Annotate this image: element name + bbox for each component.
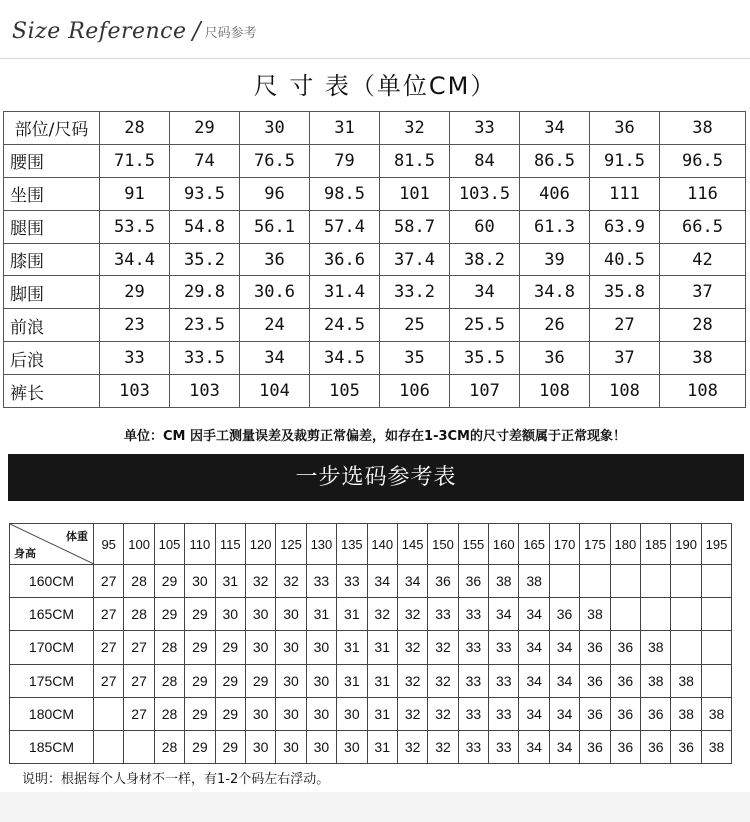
recommended-size-cell: 34 [397, 565, 427, 598]
recommended-size-cell: 32 [397, 697, 427, 730]
recommended-size-cell: 30 [337, 697, 367, 730]
recommended-size-cell [124, 730, 154, 763]
row-label: 腰围 [4, 144, 100, 177]
recommended-size-cell: 29 [215, 697, 245, 730]
recommended-size-cell: 32 [428, 631, 458, 664]
measure-cell: 103 [170, 375, 240, 408]
weight-header-cell: 145 [397, 524, 427, 565]
recommended-size-cell: 33 [489, 730, 519, 763]
measure-cell: 74 [170, 144, 240, 177]
recommended-size-cell: 28 [154, 730, 184, 763]
measure-cell: 56.1 [240, 210, 310, 243]
recommended-size-cell: 36 [580, 730, 610, 763]
measure-cell: 35.5 [450, 342, 520, 375]
measure-cell: 34 [240, 342, 310, 375]
corner-cell [10, 524, 94, 565]
measure-cell: 36 [240, 243, 310, 276]
height-row [10, 697, 732, 730]
header-divider [0, 58, 750, 59]
recommended-size-cell: 34 [549, 730, 579, 763]
recommended-size-cell: 38 [671, 697, 701, 730]
recommended-size-cell: 33 [489, 697, 519, 730]
recommended-size-cell: 31 [306, 598, 336, 631]
measure-cell: 81.5 [380, 144, 450, 177]
recommended-size-cell: 31 [367, 730, 397, 763]
recommended-size-cell: 32 [397, 598, 427, 631]
recommended-size-cell: 29 [185, 730, 215, 763]
recommended-size-cell: 27 [124, 631, 154, 664]
measure-cell: 76.5 [240, 144, 310, 177]
measure-cell: 53.5 [100, 210, 170, 243]
recommended-size-cell: 38 [641, 631, 671, 664]
measure-cell: 86.5 [520, 144, 590, 177]
measure-cell: 66.5 [660, 210, 746, 243]
recommended-size-cell: 30 [276, 697, 306, 730]
measure-cell: 71.5 [100, 144, 170, 177]
measure-cell: 34.5 [310, 342, 380, 375]
recommended-size-cell: 36 [458, 565, 488, 598]
recommended-size-cell: 29 [154, 565, 184, 598]
recommended-size-cell: 34 [519, 631, 549, 664]
weight-header-cell: 180 [610, 524, 640, 565]
recommended-size-cell: 28 [154, 631, 184, 664]
weight-header-cell: 140 [367, 524, 397, 565]
recommended-size-cell: 34 [549, 697, 579, 730]
height-label: 160CM [10, 565, 94, 598]
measure-cell: 33.5 [170, 342, 240, 375]
size-table-title: 尺 寸 表（单位CM） [253, 72, 497, 100]
measure-cell: 23.5 [170, 309, 240, 342]
recommended-size-cell: 32 [367, 598, 397, 631]
height-label: 170CM [10, 631, 94, 664]
recommended-size-cell: 34 [519, 598, 549, 631]
recommended-size-cell: 36 [641, 730, 671, 763]
recommended-size-cell: 38 [580, 598, 610, 631]
measure-cell: 406 [520, 177, 590, 210]
row-label: 腿围 [4, 210, 100, 243]
measure-cell: 40.5 [590, 243, 660, 276]
weight-header-cell: 155 [458, 524, 488, 565]
recommended-size-cell: 30 [276, 664, 306, 697]
recommended-size-cell: 32 [397, 631, 427, 664]
recommended-size-cell: 33 [489, 664, 519, 697]
recommended-size-cell: 36 [549, 598, 579, 631]
measure-cell: 38.2 [450, 243, 520, 276]
measure-cell: 111 [590, 177, 660, 210]
row-label: 部位/尺码 [4, 112, 100, 145]
recommended-size-cell: 27 [94, 565, 124, 598]
measure-cell: 28 [660, 309, 746, 342]
recommended-size-cell: 36 [610, 664, 640, 697]
recommended-size-cell: 38 [701, 697, 731, 730]
measure-cell: 35 [380, 342, 450, 375]
corner-height-label: 身高 [14, 548, 36, 560]
recommended-size-cell: 33 [306, 565, 336, 598]
recommended-size-cell: 31 [367, 664, 397, 697]
measure-cell: 36 [520, 342, 590, 375]
recommended-size-cell: 36 [610, 697, 640, 730]
weight-header-cell: 95 [94, 524, 124, 565]
measure-cell: 98.5 [310, 177, 380, 210]
recommended-size-cell [701, 631, 731, 664]
size-header-row [4, 112, 746, 145]
size-code-cell: 28 [100, 112, 170, 145]
recommended-size-cell: 30 [276, 598, 306, 631]
measure-cell: 36.6 [310, 243, 380, 276]
recommended-size-cell: 30 [245, 598, 275, 631]
size-code-cell: 36 [590, 112, 660, 145]
recommended-size-cell: 27 [94, 598, 124, 631]
size-code-cell: 30 [240, 112, 310, 145]
weight-header-cell: 110 [185, 524, 215, 565]
measure-cell: 29 [100, 276, 170, 309]
size-code-cell: 33 [450, 112, 520, 145]
recommended-size-cell: 34 [519, 664, 549, 697]
weight-header-cell: 120 [245, 524, 275, 565]
size-row [4, 177, 746, 210]
recommended-size-cell: 27 [124, 664, 154, 697]
recommended-size-cell: 27 [94, 664, 124, 697]
recommended-size-cell: 38 [701, 730, 731, 763]
weight-header-cell: 135 [337, 524, 367, 565]
recommended-size-cell: 27 [94, 631, 124, 664]
recommended-size-cell: 36 [580, 664, 610, 697]
measure-cell: 108 [590, 375, 660, 408]
height-row [10, 598, 732, 631]
measure-cell: 63.9 [590, 210, 660, 243]
recommended-size-cell: 34 [489, 598, 519, 631]
measure-cell: 104 [240, 375, 310, 408]
measure-cell: 30.6 [240, 276, 310, 309]
row-label: 膝围 [4, 243, 100, 276]
weight-header-cell: 190 [671, 524, 701, 565]
measure-cell: 96 [240, 177, 310, 210]
measure-cell: 91 [100, 177, 170, 210]
weight-header-cell: 185 [641, 524, 671, 565]
recommended-size-cell: 32 [428, 697, 458, 730]
recommended-size-cell: 30 [185, 565, 215, 598]
recommended-size-cell: 27 [124, 697, 154, 730]
size-code-cell: 29 [170, 112, 240, 145]
recommended-size-cell: 28 [124, 598, 154, 631]
row-label: 脚围 [4, 276, 100, 309]
measure-cell: 35.2 [170, 243, 240, 276]
recommended-size-cell: 33 [337, 565, 367, 598]
recommended-size-cell: 32 [397, 664, 427, 697]
recommended-size-cell: 34 [549, 664, 579, 697]
recommended-size-cell: 34 [549, 631, 579, 664]
recommended-size-cell [671, 565, 701, 598]
weight-header-cell: 165 [519, 524, 549, 565]
recommended-size-cell: 32 [245, 565, 275, 598]
recommended-size-cell [94, 697, 124, 730]
measure-cell: 34.8 [520, 276, 590, 309]
measure-cell: 108 [660, 375, 746, 408]
recommended-size-cell: 31 [337, 664, 367, 697]
recommended-size-cell: 29 [185, 598, 215, 631]
size-code-cell: 32 [380, 112, 450, 145]
measure-cell: 26 [520, 309, 590, 342]
weight-header-cell: 160 [489, 524, 519, 565]
size-code-cell: 31 [310, 112, 380, 145]
weight-header-cell: 115 [215, 524, 245, 565]
measure-cell: 57.4 [310, 210, 380, 243]
weight-header-cell: 100 [124, 524, 154, 565]
recommended-size-cell [701, 664, 731, 697]
recommended-size-cell: 36 [641, 697, 671, 730]
recommended-size-cell: 32 [397, 730, 427, 763]
recommended-size-cell [549, 565, 579, 598]
recommend-banner: 一步选码参考表 [8, 454, 744, 501]
recommended-size-cell [701, 598, 731, 631]
recommended-size-cell: 30 [245, 631, 275, 664]
weight-header-cell: 150 [428, 524, 458, 565]
measure-cell: 33.2 [380, 276, 450, 309]
height-row [10, 730, 732, 763]
recommended-size-cell: 33 [458, 598, 488, 631]
recommended-size-cell: 38 [671, 664, 701, 697]
recommended-size-cell: 29 [185, 697, 215, 730]
recommended-size-cell: 30 [306, 664, 336, 697]
measure-cell: 101 [380, 177, 450, 210]
recommended-size-cell: 36 [580, 631, 610, 664]
height-label: 180CM [10, 697, 94, 730]
recommended-size-cell: 36 [671, 730, 701, 763]
size-code-cell: 38 [660, 112, 746, 145]
recommended-size-cell: 30 [215, 598, 245, 631]
recommended-size-cell: 30 [276, 730, 306, 763]
measure-cell: 54.8 [170, 210, 240, 243]
measure-cell: 37.4 [380, 243, 450, 276]
measure-cell: 37 [660, 276, 746, 309]
measure-cell: 29.8 [170, 276, 240, 309]
measure-cell: 106 [380, 375, 450, 408]
bottom-strip [0, 792, 750, 822]
measure-cell: 103.5 [450, 177, 520, 210]
size-row [4, 342, 746, 375]
recommended-size-cell: 32 [428, 664, 458, 697]
measure-cell: 96.5 [660, 144, 746, 177]
recommended-size-cell: 29 [185, 631, 215, 664]
recommended-size-cell: 31 [367, 631, 397, 664]
measure-cell: 34 [450, 276, 520, 309]
recommended-size-cell: 30 [276, 631, 306, 664]
measure-cell: 42 [660, 243, 746, 276]
recommended-size-cell: 30 [337, 730, 367, 763]
measure-cell: 103 [100, 375, 170, 408]
size-row [4, 309, 746, 342]
size-row [4, 375, 746, 408]
recommended-size-cell: 30 [306, 697, 336, 730]
recommended-size-cell: 30 [306, 730, 336, 763]
recommended-size-cell: 28 [124, 565, 154, 598]
measure-cell: 24 [240, 309, 310, 342]
weight-header-cell: 195 [701, 524, 731, 565]
measure-cell: 23 [100, 309, 170, 342]
measure-cell: 31.4 [310, 276, 380, 309]
measure-cell: 107 [450, 375, 520, 408]
measure-cell: 61.3 [520, 210, 590, 243]
recommended-size-cell: 32 [428, 730, 458, 763]
weight-header-cell: 105 [154, 524, 184, 565]
height-row [10, 631, 732, 664]
recommended-size-cell: 33 [458, 697, 488, 730]
recommended-size-cell: 33 [428, 598, 458, 631]
recommended-size-cell [610, 598, 640, 631]
recommended-size-cell: 29 [154, 598, 184, 631]
height-label: 165CM [10, 598, 94, 631]
recommended-size-cell: 31 [337, 631, 367, 664]
measure-cell: 34.4 [100, 243, 170, 276]
recommended-size-cell: 29 [215, 730, 245, 763]
weight-header-row [10, 524, 732, 565]
measure-cell: 37 [590, 342, 660, 375]
recommended-size-cell: 34 [519, 730, 549, 763]
measure-cell: 91.5 [590, 144, 660, 177]
measure-cell: 93.5 [170, 177, 240, 210]
recommended-size-cell: 33 [458, 664, 488, 697]
measure-cell: 39 [520, 243, 590, 276]
recommended-size-cell [641, 598, 671, 631]
recommended-size-cell [701, 565, 731, 598]
corner-weight-label: 体重 [66, 531, 88, 543]
height-row [10, 565, 732, 598]
recommended-size-cell: 33 [458, 730, 488, 763]
row-label: 裤长 [4, 375, 100, 408]
recommended-size-cell: 36 [428, 565, 458, 598]
recommended-size-cell: 33 [458, 631, 488, 664]
recommended-size-cell: 31 [367, 697, 397, 730]
title-slash: / [192, 17, 201, 45]
recommended-size-cell: 36 [610, 631, 640, 664]
size-recommend-table [9, 523, 732, 764]
weight-header-cell: 125 [276, 524, 306, 565]
measure-cell: 27 [590, 309, 660, 342]
size-reference-cn-title: 尺码参考 [204, 25, 257, 41]
measure-cell: 60 [450, 210, 520, 243]
recommended-size-cell: 29 [215, 664, 245, 697]
recommended-size-cell: 34 [519, 697, 549, 730]
size-row [4, 144, 746, 177]
height-label: 175CM [10, 664, 94, 697]
recommended-size-cell: 33 [489, 631, 519, 664]
recommended-size-cell: 36 [580, 697, 610, 730]
row-label: 坐围 [4, 177, 100, 210]
recommended-size-cell: 30 [245, 697, 275, 730]
recommended-size-cell [671, 598, 701, 631]
height-label: 185CM [10, 730, 94, 763]
measure-cell: 38 [660, 342, 746, 375]
measure-cell: 35.8 [590, 276, 660, 309]
measure-cell: 33 [100, 342, 170, 375]
recommended-size-cell: 29 [185, 664, 215, 697]
measure-cell: 79 [310, 144, 380, 177]
recommended-size-cell: 29 [245, 664, 275, 697]
recommended-size-cell [580, 565, 610, 598]
recommended-size-cell: 28 [154, 697, 184, 730]
recommended-size-cell [94, 730, 124, 763]
header [12, 16, 257, 46]
recommended-size-cell [641, 565, 671, 598]
measure-cell: 25 [380, 309, 450, 342]
recommended-size-cell: 28 [154, 664, 184, 697]
size-code-cell: 34 [520, 112, 590, 145]
recommended-size-cell: 38 [519, 565, 549, 598]
recommended-size-cell: 31 [215, 565, 245, 598]
measure-cell: 108 [520, 375, 590, 408]
size-table [3, 111, 746, 408]
row-label: 前浪 [4, 309, 100, 342]
recommended-size-cell: 36 [610, 730, 640, 763]
recommended-size-cell: 30 [245, 730, 275, 763]
measure-cell: 58.7 [380, 210, 450, 243]
size-row [4, 276, 746, 309]
recommended-size-cell: 34 [367, 565, 397, 598]
unit-note: 单位：CM 因手工测量误差及裁剪正常偏差，如存在1-3CM的尺寸差额属于正常现象！ [124, 429, 626, 444]
recommended-size-cell: 31 [337, 598, 367, 631]
size-row [4, 243, 746, 276]
measure-cell: 84 [450, 144, 520, 177]
recommended-size-cell [610, 565, 640, 598]
size-row [4, 210, 746, 243]
recommended-size-cell: 32 [276, 565, 306, 598]
measure-cell: 105 [310, 375, 380, 408]
weight-header-cell: 175 [580, 524, 610, 565]
row-label: 后浪 [4, 342, 100, 375]
weight-header-cell: 130 [306, 524, 336, 565]
recommended-size-cell: 30 [306, 631, 336, 664]
recommended-size-cell: 38 [489, 565, 519, 598]
recommended-size-cell: 38 [641, 664, 671, 697]
size-reference-title: Size Reference [12, 18, 187, 44]
footnote: 说明：根据每个人身材不一样，有1-2个码左右浮动。 [22, 772, 330, 787]
measure-cell: 24.5 [310, 309, 380, 342]
measure-cell: 116 [660, 177, 746, 210]
recommended-size-cell: 29 [215, 631, 245, 664]
weight-header-cell: 170 [549, 524, 579, 565]
recommended-size-cell [671, 631, 701, 664]
height-row [10, 664, 732, 697]
measure-cell: 25.5 [450, 309, 520, 342]
